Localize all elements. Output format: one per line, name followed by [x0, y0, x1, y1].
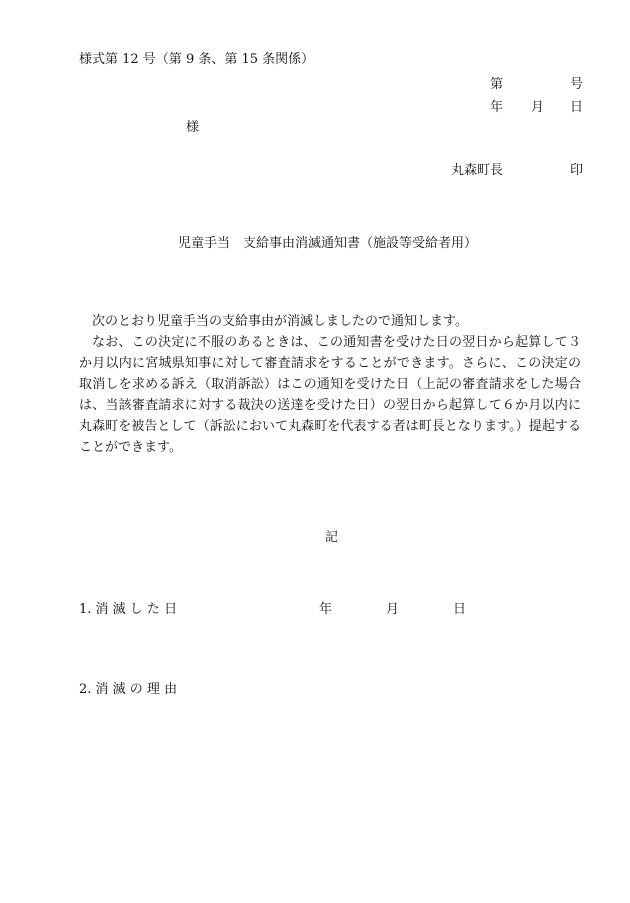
- doc-number-suffix: 号: [570, 77, 584, 92]
- doc-number-prefix: 第: [490, 77, 504, 92]
- issuer-title: 丸森町長: [451, 163, 504, 178]
- date-day-label: 日: [570, 100, 584, 115]
- body-paragraph-1: 次のとおり児童手当の支給事由が消滅しましたので通知します。: [92, 314, 468, 329]
- item-1-year-label: 年: [319, 602, 333, 617]
- date-year-label: 年: [490, 100, 504, 115]
- ki-heading: 記: [325, 530, 339, 545]
- issuer-seal: 印: [570, 163, 584, 178]
- form-number: 様式第 12 号（第 9 条、第 15 条関係）: [79, 52, 315, 67]
- item-1-month-label: 月: [386, 602, 400, 617]
- item-1-label: 1. 消 滅 し た 日: [79, 602, 178, 617]
- document-title: 児童手当 支給事由消滅通知書（施設等受給者用）: [178, 236, 478, 251]
- recipient-suffix: 様: [186, 120, 200, 135]
- body-text: [79, 311, 581, 458]
- item-2-label: 2. 消 滅 の 理 由: [79, 682, 178, 697]
- date-month-label: 月: [531, 100, 545, 115]
- item-1-day-label: 日: [453, 602, 467, 617]
- body-paragraph-2: なお、この決定に不服のあるときは、この通知書を受けた日の翌日から起算して３か月以内に宮城県知事に対して審査請求をすることができます。さらに、この決定の取消しを求める訴え（取消訴訟）はこの通知を受けた日（上記の審査請求をした場合は、当該審査請求に対する裁決の送達を受けた日）の翌日から起算して６か月以内に丸森町を被告として（訴訟において丸森町を代表する者は町長となります。）提起することができます。: [79, 335, 581, 455]
